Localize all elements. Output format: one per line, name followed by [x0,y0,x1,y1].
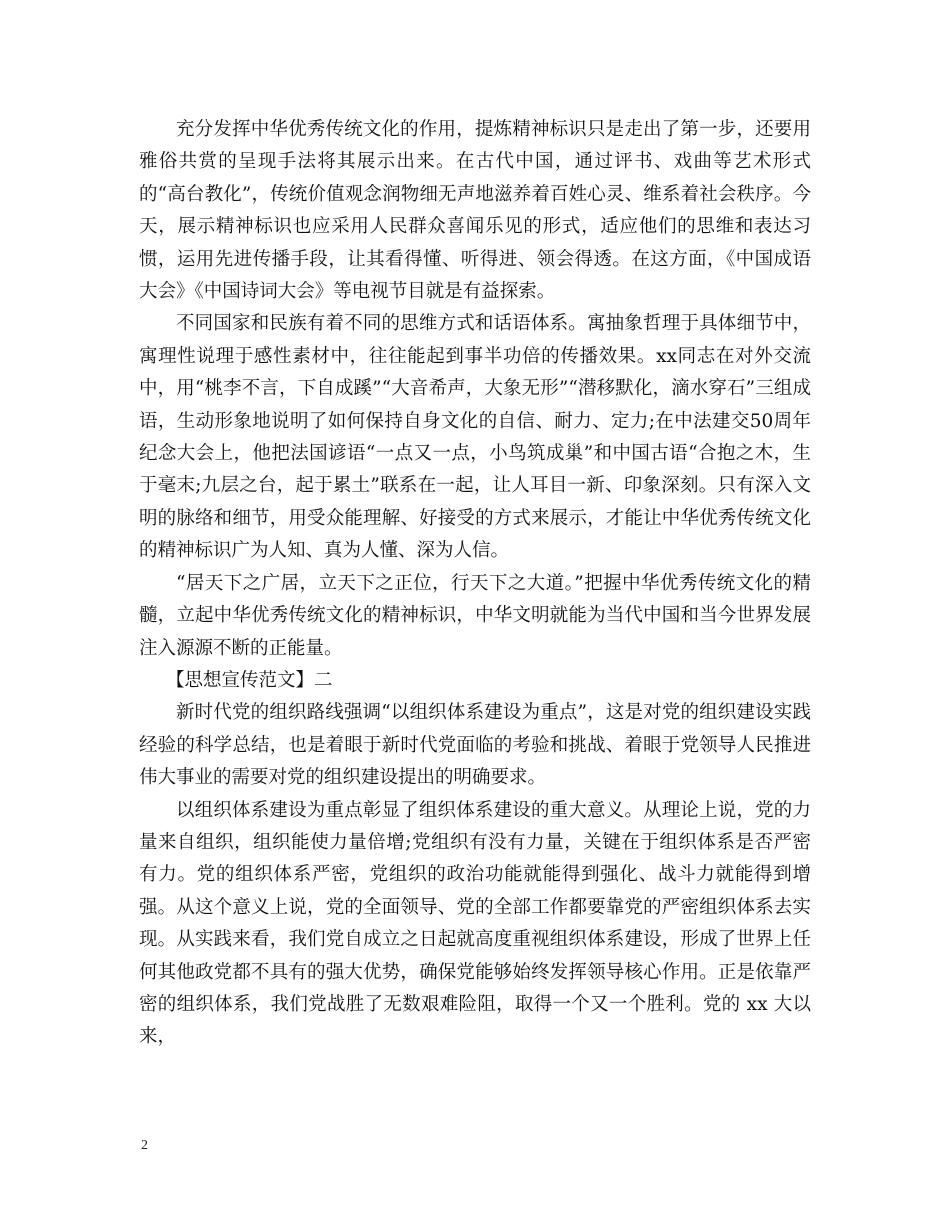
section-heading: 【思想宣传范文】二 [166,669,333,691]
paragraph-cultural-expression: 充分发挥中华优秀传统文化的作用，提炼精神标识只是走出了第一步，还要用雅俗共赏的呈现手法将其展示出来。在古代中国，通过评书、戏曲等艺术形式的“高台教化”，传统价值观念润物细无声地滋养着百姓心灵、维系着社会秩序。今天，展示精神标识也应采用人民群众喜闻乐见的形式，适应他们的思维和表达习惯，运用先进传播手段，让其看得懂、听得进、领会得透。在这方面，《中国成语大会》《中国诗词大会》等电视节目就是有益探索。 [139,119,811,303]
document-body [139,114,811,1054]
paragraph-thinking-discourse: 不同国家和民族有着不同的思维方式和话语体系。寓抽象哲理于具体细节中，寓理性说理于感性素材中，往往能起到事半功倍的传播效果。xx同志在对外交流中，用“桃李不言，下自成蹊”“大音希声，大象无形”“潜移默化，滴水穿石”三组成语，生动形象地说明了如何保持自身文化的自信、耐力、定力;在中法建交50周年纪念大会上，他把法国谚语“一点又一点，小鸟筑成巢”和中国古语“合抱之木，生于毫末;九层之台，起于累土”联系在一起，让人耳目一新、印象深刻。只有深入文明的脉络和细节，用受众能理解、好接受的方式来展示，才能让中华优秀传统文化的精神标识广为人知、真为人懂、深为人信。 [139,313,811,562]
page-number: 2 [141,1138,148,1153]
paragraph-organization-system: 以组织体系建设为重点彰显了组织体系建设的重大意义。从理论上说，党的力量来自组织，组织能使力量倍增;党组织有没有力量，关键在于组织体系是否严密有力。党的组织体系严密，党组织的政治功能就能得到强化、战斗力就能得到增强。从这个意义上说，党的全面领导、党的全部工作都要靠党的严密组织体系去实现。从实践来看，我们党自成立之日起就高度重视组织体系建设，形成了世界上任何其他政党都不具有的强大优势，确保党能够始终发挥领导核心作用。正是依靠严密的组织体系，我们党战胜了无数艰难险阻，取得一个又一个胜利。党的 xx 大以来， [139,799,811,1048]
paragraph-organization-line: 新时代党的组织路线强调“以组织体系建设为重点”，这是对党的组织建设实践经验的科学总结，也是着眼于新时代党面临的考验和挑战、着眼于党领导人民推进伟大事业的需要对党的组织建设提出的明确要求。 [139,702,811,789]
paragraph-great-way: “居天下之广居，立天下之正位，行天下之大道。”把握中华优秀传统文化的精髓，立起中华优秀传统文化的精神标识，中华文明就能为当代中国和当今世界发展注入源源不断的正能量。 [139,572,811,659]
